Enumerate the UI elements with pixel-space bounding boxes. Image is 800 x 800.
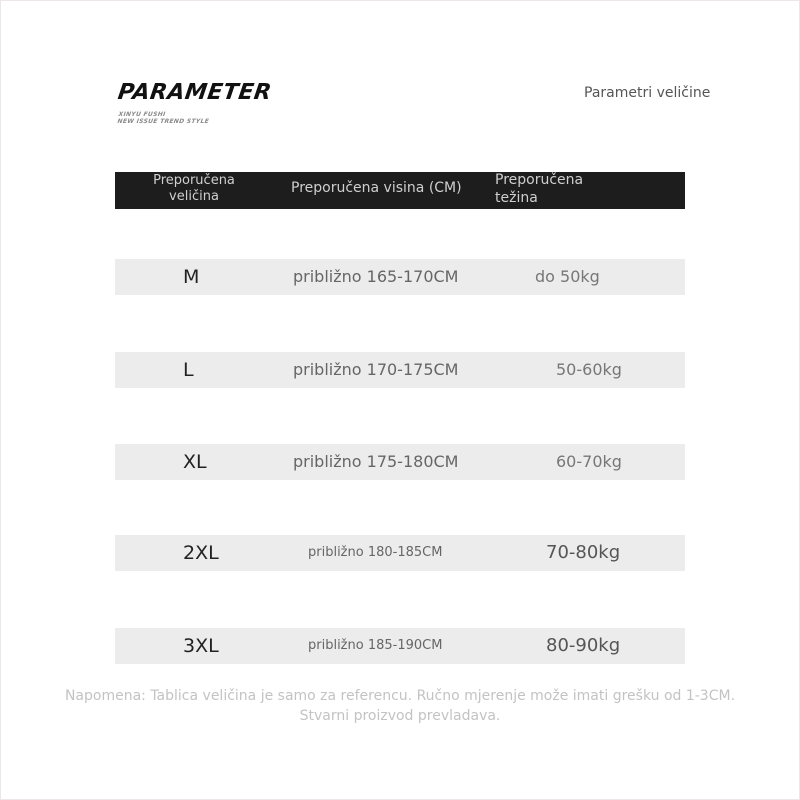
row-weight: 80-90kg xyxy=(546,635,621,656)
brand-subtitle-line2: NEW ISSUE TREND STYLE xyxy=(117,118,210,125)
row-height: približno 165-170CM xyxy=(293,267,459,286)
row-height: približno 185-190CM xyxy=(308,638,443,653)
row-size: 3XL xyxy=(183,635,219,657)
disclaimer-line2: Stvarni proizvod prevladava. xyxy=(299,708,501,724)
row-height: približno 180-185CM xyxy=(308,545,443,560)
row-size: M xyxy=(183,266,200,288)
row-size: XL xyxy=(183,451,207,473)
row-weight: 50-60kg xyxy=(556,360,622,379)
table-row xyxy=(115,352,685,388)
header-weight: Preporučena težina xyxy=(495,172,584,206)
header-size: Preporučena veličina xyxy=(153,173,235,204)
header-height: Preporučena visina (CM) xyxy=(291,180,462,196)
disclaimer-note xyxy=(20,686,780,726)
table-row xyxy=(115,444,685,480)
brand-subtitle xyxy=(117,111,210,125)
table-row xyxy=(115,535,685,571)
size-parameters-label: Parametri veličine xyxy=(584,85,711,101)
disclaimer-line1: Napomena: Tablica veličina je samo za referencu. Ručno mjerenje može imati grešku od 1-3CM. xyxy=(64,688,736,704)
row-weight: 60-70kg xyxy=(556,452,622,471)
row-height: približno 170-175CM xyxy=(293,360,459,379)
row-size: L xyxy=(183,359,194,381)
row-height: približno 175-180CM xyxy=(293,452,459,471)
table-row xyxy=(115,628,685,664)
row-weight: do 50kg xyxy=(535,267,600,286)
table-row xyxy=(115,259,685,295)
row-weight: 70-80kg xyxy=(546,542,621,563)
brand-subtitle-line1: XINYU FUSHI xyxy=(118,111,167,118)
brand-title: PARAMETER xyxy=(116,80,274,105)
table-header xyxy=(115,172,685,209)
row-size: 2XL xyxy=(183,542,219,564)
